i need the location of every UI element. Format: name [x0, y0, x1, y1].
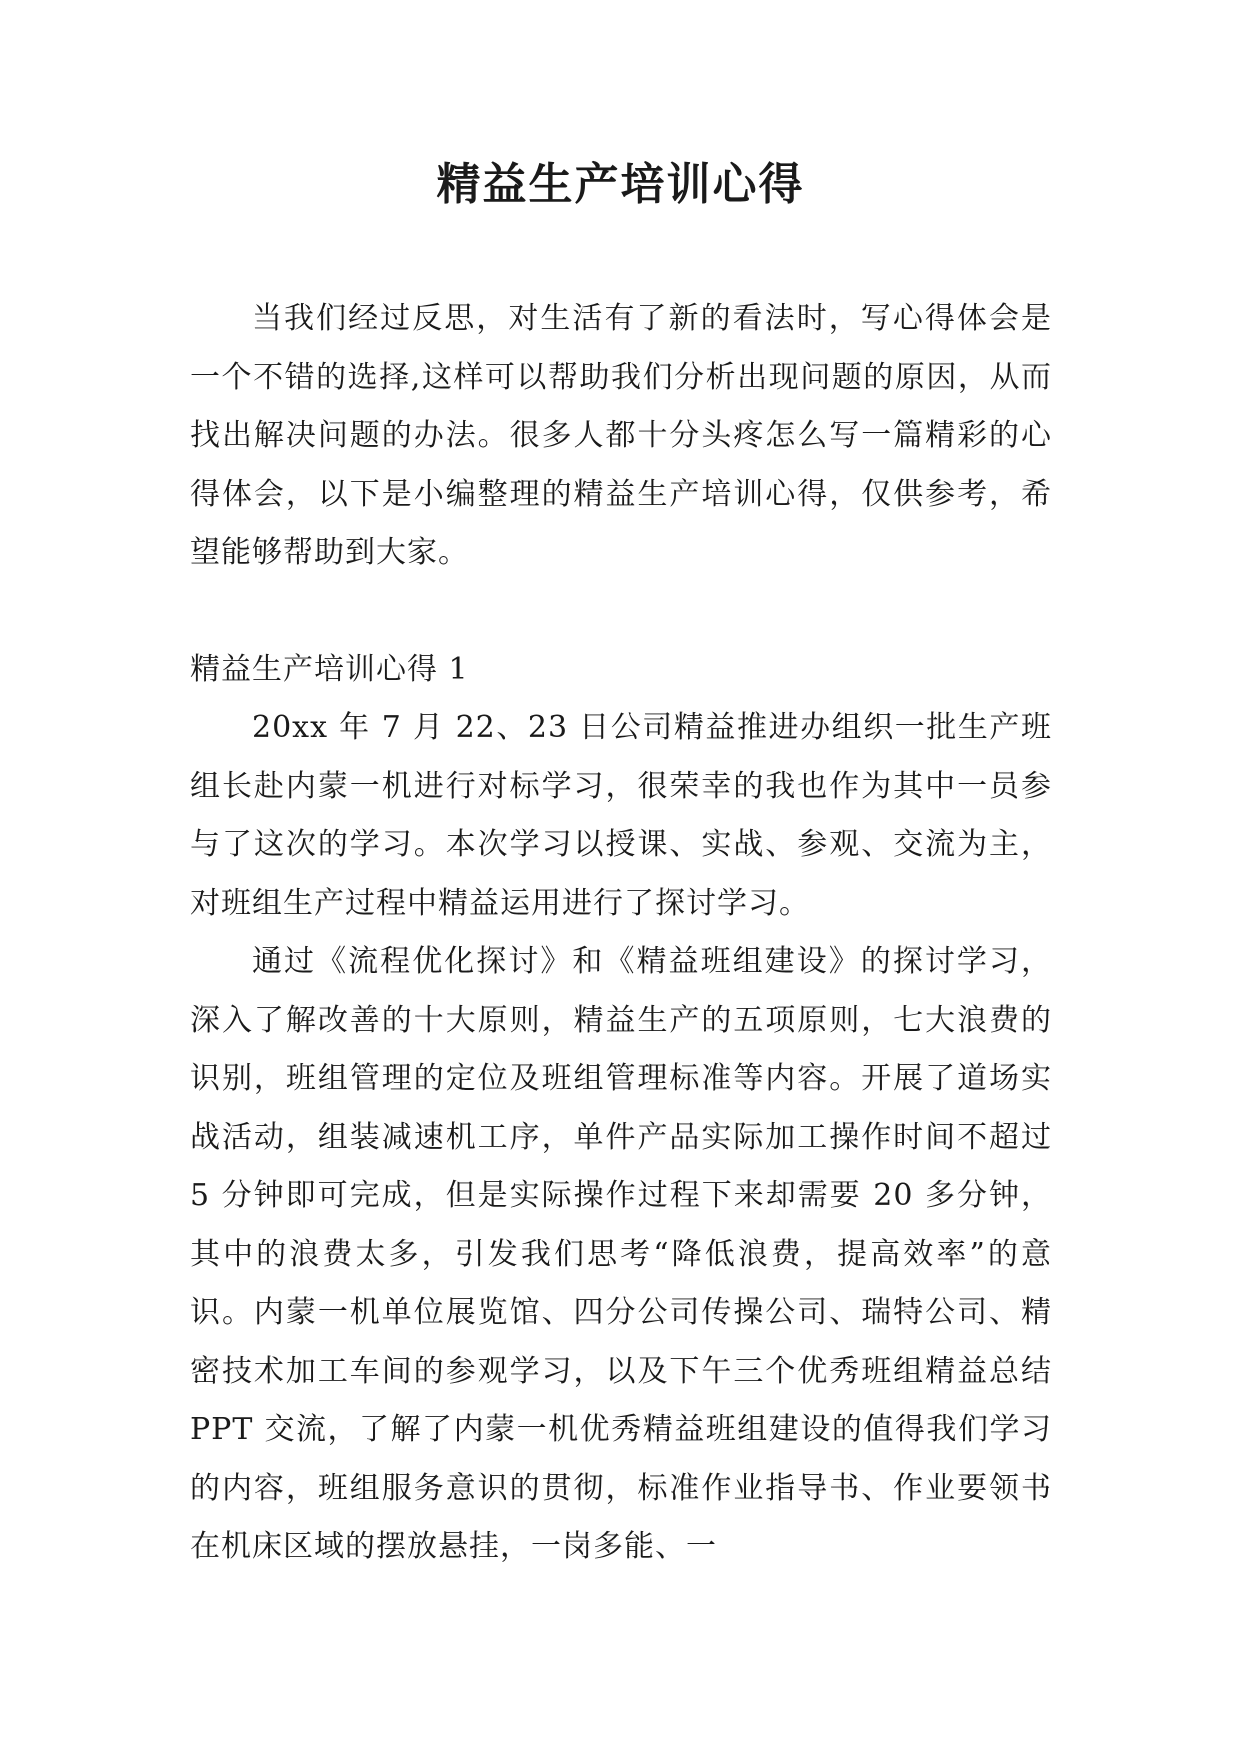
section-paragraph-2: 通过《流程优化探讨》和《精益班组建设》的探讨学习，深入了解改善的十大原则，精益生产的五项原则，七大浪费的识别，班组管理的定位及班组管理标准等内容。开展了道场实战活动，组装减速机工序，单件产品实际加工操作时间不超过 5 分钟即可完成，但是实际操作过程下来却需要 20 多分钟，其中的浪费太多，引发我们思考“降低浪费，提高效率”的意识。内蒙一机单位展览馆、四分公司传操公司、瑞特公司、精密技术加工车间的参观学习，以及下午三个优秀班组精益总结 PPT 交流，了解了内蒙一机优秀精益班组建设的值得我们学习的内容，班组服务意识的贯彻，标准作业指导书、作业要领书在机床区域的摆放悬挂，一岗多能、一 — [190, 944, 1052, 1564]
document-title: 精益生产培训心得 — [436, 159, 805, 210]
section-paragraph-1: 20xx 年 7 月 22、23 日公司精益推进办组织一批生产班组长赴内蒙一机进行对标学习，很荣幸的我也作为其中一员参与了这次的学习。本次学习以授课、实战、参观、交流为主，对班组生产过程中精益运用进行了探讨学习。 — [190, 710, 1052, 921]
document-body — [190, 290, 1052, 1577]
intro-paragraph: 当我们经过反思，对生活有了新的看法时，写心得体会是一个不错的选择,这样可以帮助我们分析出现问题的原因，从而找出解决问题的办法。很多人都十分头疼怎么写一篇精彩的心得体会，以下是小编整理的精益生产培训心得，仅供参考，希望能够帮助到大家。 — [190, 301, 1052, 570]
section-heading: 精益生产培训心得 1 — [190, 651, 469, 687]
